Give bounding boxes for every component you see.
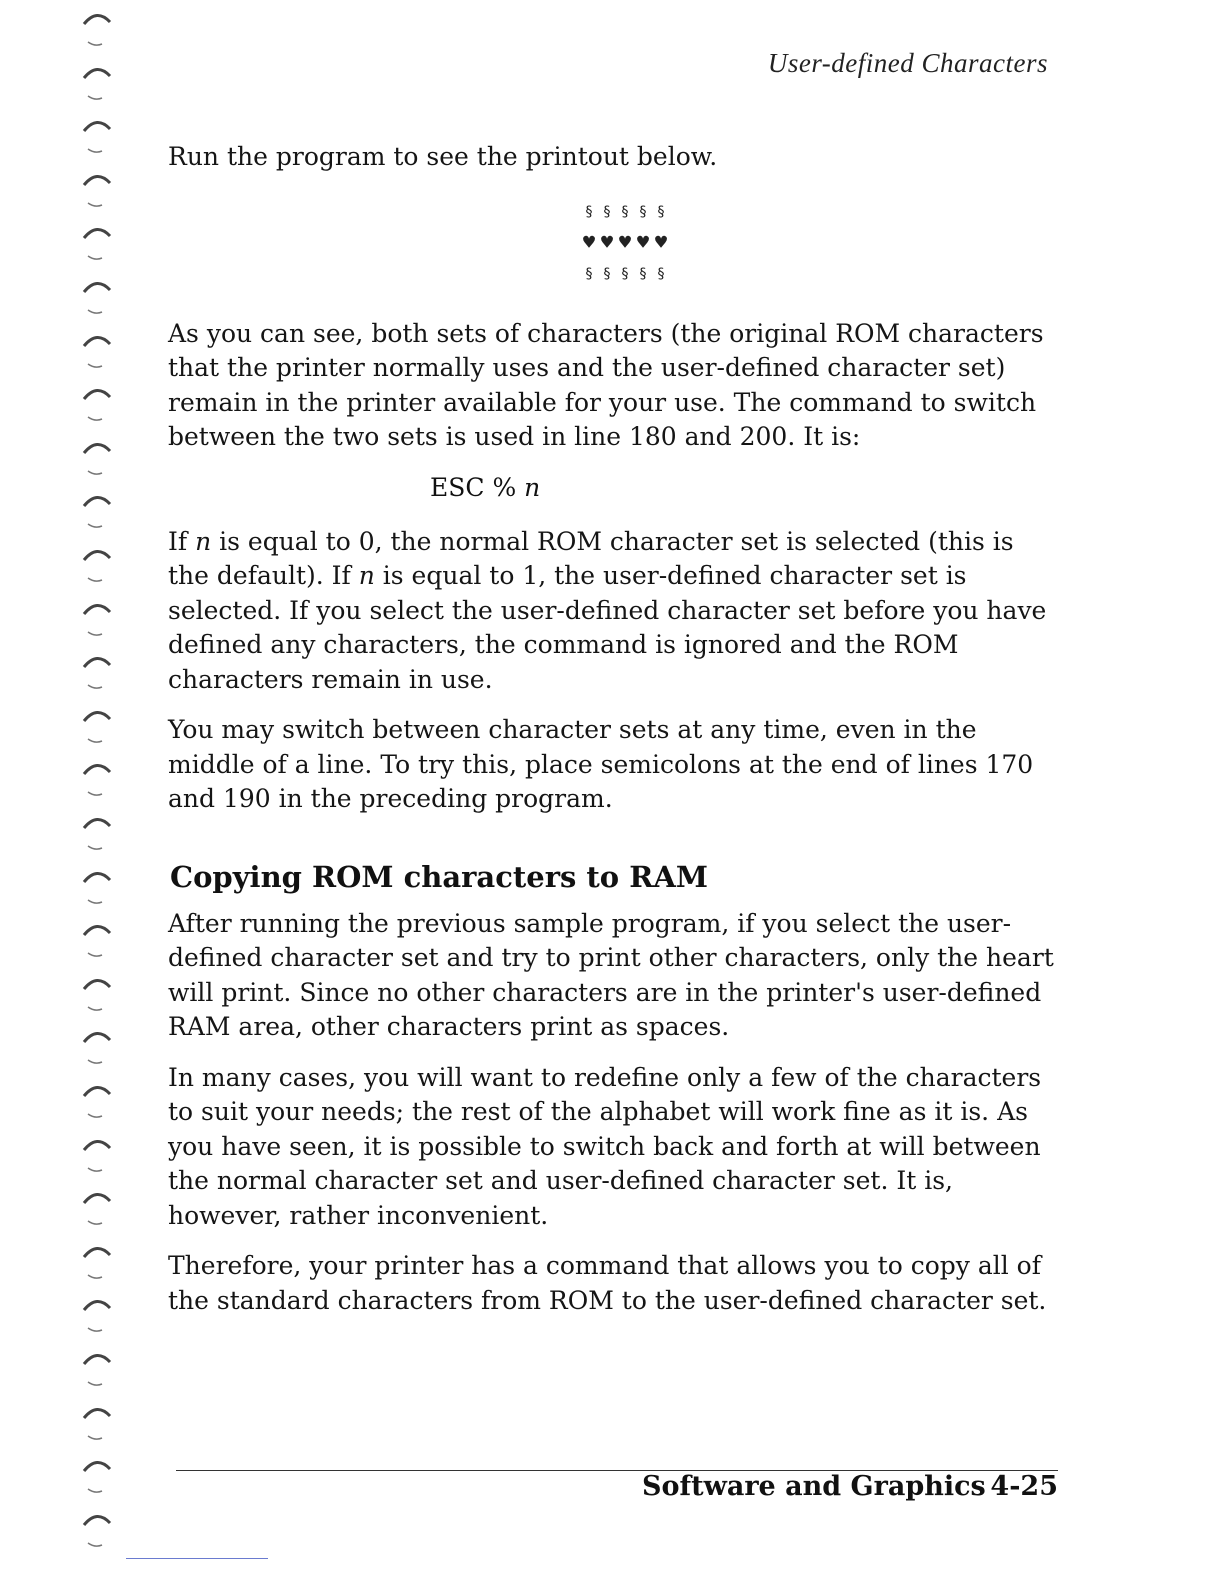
binder-ring-icon: [68, 645, 128, 699]
printout-glyph: §: [620, 265, 630, 282]
binder-ring-icon: [68, 2, 128, 56]
body-paragraph: Therefore, your printer has a command that allows you to copy all of the standard characters from ROM to the user-defined character set.: [168, 1251, 1047, 1315]
running-head: User-defined Characters: [767, 48, 1048, 78]
text-run: If: [168, 526, 196, 556]
body-paragraph: After running the previous sample program, if you select the user-defined character set and try to print other characters, only the heart will print. Since no other characters are in the printer's user-defined RAM area, other characters print as spaces.: [168, 908, 1054, 1041]
heart-icon: ♥: [618, 229, 632, 254]
binder-ring-icon: [68, 216, 128, 270]
binder-ring-icon: [68, 1074, 128, 1128]
printout-glyph: §: [584, 265, 594, 282]
page-footer: [642, 1470, 1058, 1504]
binder-ring-icon: [68, 592, 128, 646]
binder-ring-icon: [68, 1288, 128, 1342]
binder-ring-icon: [68, 1342, 128, 1396]
binder-ring-icon: [68, 1128, 128, 1182]
binder-ring-icon: [68, 1449, 128, 1503]
printout-glyph: §: [602, 203, 612, 220]
binder-rings: [68, 0, 128, 1584]
variable-n: n: [195, 526, 212, 556]
binder-ring-icon: [68, 270, 128, 324]
printout-bottom-row: [582, 261, 668, 287]
printout-glyph: §: [656, 203, 666, 220]
binder-ring-icon: [68, 56, 128, 110]
footer-section: Software and Graphics: [642, 1471, 986, 1502]
binder-ring-icon: [68, 538, 128, 592]
printout-glyph: §: [656, 265, 666, 282]
heart-icon: ♥: [600, 229, 614, 254]
intro-paragraph: Run the program to see the printout below.: [168, 142, 718, 171]
page-number: 4-25: [990, 1471, 1058, 1502]
binder-ring-icon: [68, 1181, 128, 1235]
printout-glyph: §: [620, 203, 630, 220]
scan-edge-mark: [126, 1558, 268, 1559]
binder-ring-icon: [68, 324, 128, 378]
printout-glyph: §: [638, 203, 648, 220]
heart-icon: ♥: [582, 229, 596, 254]
section-heading: Copying ROM characters to RAM: [170, 859, 708, 894]
binder-ring-icon: [68, 913, 128, 967]
binder-ring-icon: [68, 752, 128, 806]
heart-icon: ♥: [636, 229, 650, 254]
binder-ring-icon: [68, 377, 128, 431]
binder-ring-icon: [68, 1235, 128, 1289]
binder-ring-icon: [68, 806, 128, 860]
printout-heart-row: [582, 229, 668, 255]
printout-sample: [168, 199, 1058, 287]
heart-icon: ♥: [654, 229, 668, 254]
body-paragraph: As you can see, both sets of characters (the original ROM characters that the printer normally uses and the user-defined character set) remain in the printer available for your use. The command to switch between the two sets is used in line 180 and 200. It is:: [168, 318, 1044, 451]
binder-ring-icon: [68, 699, 128, 753]
printout-top-row: [582, 199, 668, 225]
printout-glyph: §: [638, 265, 648, 282]
variable-n: n: [358, 561, 375, 590]
command-syntax: [430, 471, 1058, 505]
binder-ring-icon: [68, 484, 128, 538]
binder-ring-icon: [68, 1503, 128, 1557]
printout-glyph: §: [584, 203, 594, 220]
command-text: ESC %: [430, 472, 517, 502]
body-paragraph: In many cases, you will want to redefine only a few of the characters to suit your needs; the rest of the alphabet will work fine as it is. As you have seen, it is possible to switch back and forth at will between the normal character set and user-defined character set. It is, however, rather inconvenient.: [168, 1062, 1042, 1230]
page-content: [168, 140, 1058, 1334]
command-arg: n: [524, 472, 541, 502]
text-run: is equal to 0, the normal ROM character set is selected (this is the default). If: [168, 526, 1014, 590]
binder-ring-icon: [68, 967, 128, 1021]
printout-glyph: §: [602, 265, 612, 282]
body-paragraph: You may switch between character sets at any time, even in the middle of a line. To try this, place semicolons at the end of lines 170 and 190 in the preceding program.: [168, 715, 1034, 813]
binder-ring-icon: [68, 860, 128, 914]
body-paragraph: [168, 525, 1058, 698]
binder-ring-icon: [68, 1020, 128, 1074]
binder-ring-icon: [68, 163, 128, 217]
binder-ring-icon: [68, 431, 128, 485]
binder-ring-icon: [68, 1396, 128, 1450]
text-run: is equal to 1, the user-defined character set is selected. If you select the user-defined character set before you have defined any characters, the command is ignored and the ROM characters remain in use.: [168, 561, 1047, 694]
binder-ring-icon: [68, 109, 128, 163]
